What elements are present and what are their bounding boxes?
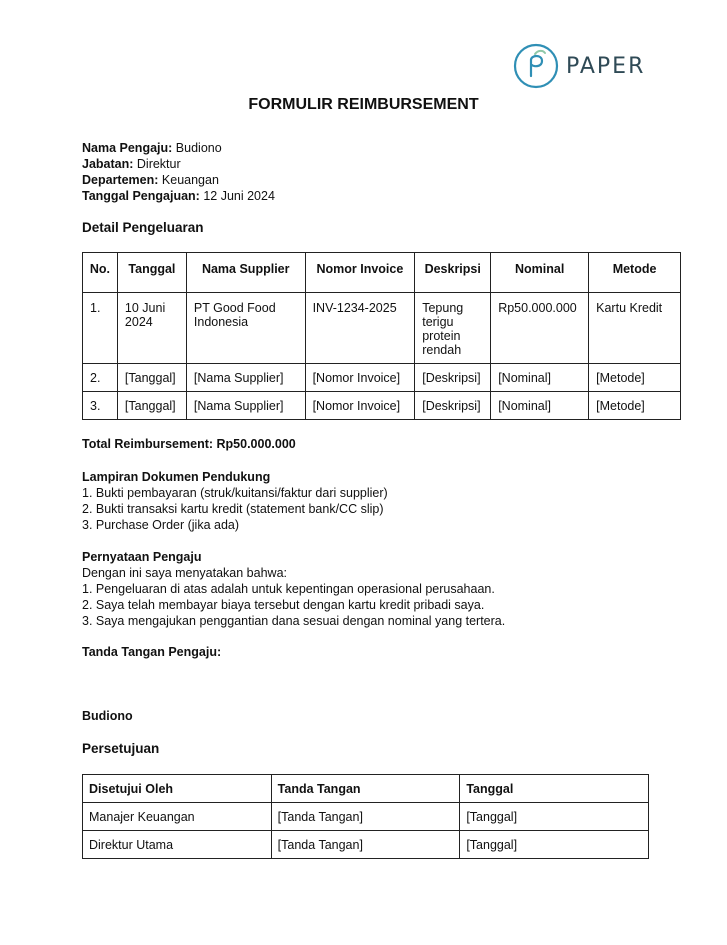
applicant-position: Direktur (136, 157, 181, 171)
table-cell: [Tanggal] (460, 831, 649, 859)
table-cell: [Tanggal] (117, 364, 186, 392)
col-header: Nomor Invoice (305, 253, 415, 293)
list-item: 3. Purchase Order (jika ada) (82, 518, 240, 532)
table-cell: [Tanda Tangan] (271, 831, 460, 859)
attachments-section (82, 469, 388, 533)
table-cell: Rp50.000.000 (491, 293, 589, 364)
logo-text: PAPER (566, 54, 646, 79)
paper-logo-icon (512, 42, 560, 90)
col-header: Nominal (491, 253, 589, 293)
table-cell: [Tanda Tangan] (271, 803, 460, 831)
paper-logo (512, 42, 652, 92)
list-item: 1. Pengeluaran di atas adalah untuk kepentingan operasional perusahaan. (82, 582, 495, 596)
statement-heading: Pernyataan Pengaju (82, 550, 202, 564)
approval-heading: Persetujuan (82, 741, 160, 756)
table-cell: [Nomor Invoice] (305, 392, 415, 420)
list-item: 3. Saya mengajukan penggantian dana sesuai dengan nominal yang tertera. (82, 614, 506, 628)
col-header: Tanggal (117, 253, 186, 293)
applicant-name-line (82, 140, 275, 156)
table-cell: 3. (83, 392, 118, 420)
applicant-date-line (82, 188, 275, 204)
applicant-name: Budiono (175, 141, 222, 155)
applicant-date-label: Tanggal Pengajuan: (82, 189, 200, 203)
table-cell: [Deskripsi] (415, 392, 491, 420)
table-cell: Kartu Kredit (589, 293, 681, 364)
list-item: 1. Bukti pembayaran (struk/kuitansi/faktur dari supplier) (82, 486, 388, 500)
table-cell: [Nama Supplier] (186, 364, 305, 392)
signature-name: Budiono (82, 709, 133, 723)
applicant-date: 12 Juni 2024 (203, 189, 275, 203)
col-header: Deskripsi (415, 253, 491, 293)
table-cell: Direktur Utama (83, 831, 272, 859)
table-cell: [Nama Supplier] (186, 392, 305, 420)
attachments-heading: Lampiran Dokumen Pendukung (82, 470, 271, 484)
table-cell: PT Good Food Indonesia (186, 293, 305, 364)
table-cell: 10 Juni 2024 (117, 293, 186, 364)
table-cell: Tepung terigu protein rendah (415, 293, 491, 364)
list-item: 2. Bukti transaksi kartu kredit (statement bank/CC slip) (82, 502, 384, 516)
statement-intro: Dengan ini saya menyatakan bahwa: (82, 566, 287, 580)
applicant-position-line (82, 156, 275, 172)
table-row (83, 803, 649, 831)
table-cell: INV-1234-2025 (305, 293, 415, 364)
statement-section (82, 549, 505, 629)
applicant-department: Keuangan (161, 173, 219, 187)
table-row (83, 392, 681, 420)
page-title: FORMULIR REIMBURSEMENT (248, 96, 479, 113)
table-cell: [Nominal] (491, 364, 589, 392)
table-row (83, 831, 649, 859)
table-row (83, 293, 681, 364)
list-item: 2. Saya telah membayar biaya tersebut dengan kartu kredit pribadi saya. (82, 598, 485, 612)
applicant-info (82, 140, 275, 204)
table-cell: Manajer Keuangan (83, 803, 272, 831)
col-header: Metode (589, 253, 681, 293)
expense-header-row (83, 253, 681, 293)
table-row (83, 364, 681, 392)
col-header: Nama Supplier (186, 253, 305, 293)
col-header: Tanggal (460, 775, 649, 803)
table-cell: [Metode] (589, 364, 681, 392)
table-cell: [Nomor Invoice] (305, 364, 415, 392)
table-cell: [Deskripsi] (415, 364, 491, 392)
expense-table (82, 252, 681, 420)
table-cell: 1. (83, 293, 118, 364)
applicant-position-label: Jabatan: (82, 157, 134, 171)
table-cell: [Tanggal] (460, 803, 649, 831)
applicant-name-label: Nama Pengaju: (82, 141, 173, 155)
table-cell: [Tanggal] (117, 392, 186, 420)
approval-table (82, 774, 649, 859)
applicant-department-line (82, 172, 275, 188)
col-header: Tanda Tangan (271, 775, 460, 803)
applicant-department-label: Departemen: (82, 173, 159, 187)
col-header: No. (83, 253, 118, 293)
signature-label: Tanda Tangan Pengaju: (82, 645, 222, 659)
expense-heading: Detail Pengeluaran (82, 220, 204, 235)
col-header: Disetujui Oleh (83, 775, 272, 803)
table-cell: [Metode] (589, 392, 681, 420)
total-reimbursement: Total Reimbursement: Rp50.000.000 (82, 437, 296, 451)
table-cell: 2. (83, 364, 118, 392)
table-cell: [Nominal] (491, 392, 589, 420)
approval-header-row (83, 775, 649, 803)
